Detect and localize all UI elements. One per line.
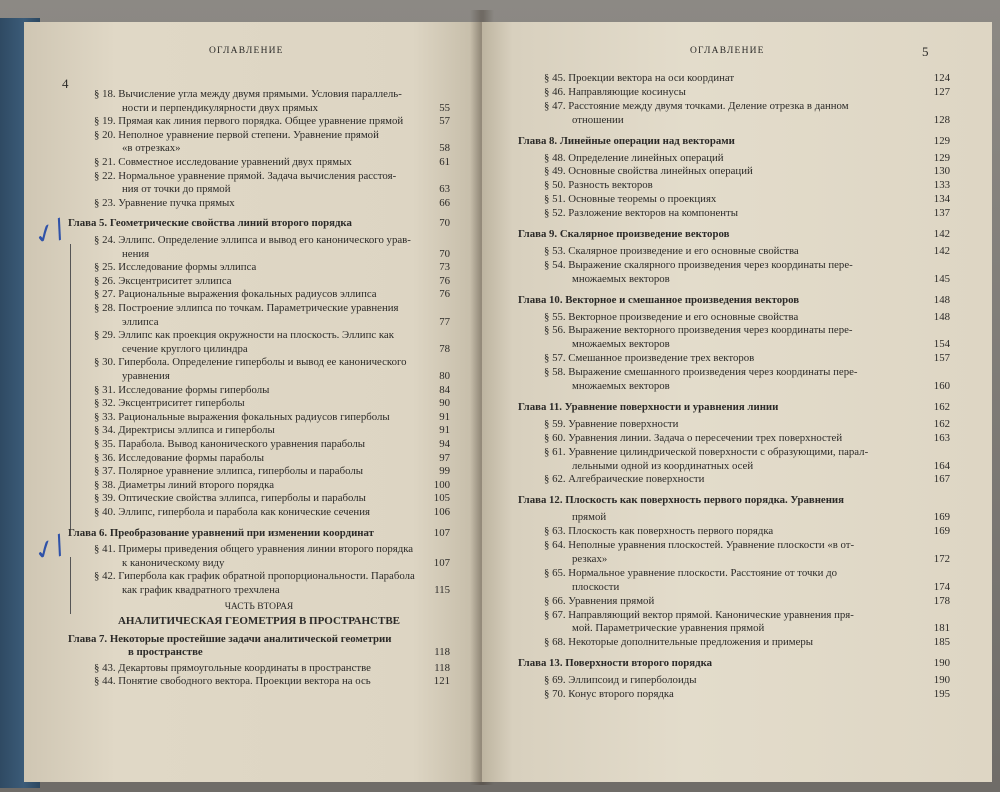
toc-chapter-row-cont	[128, 646, 450, 660]
toc-row	[122, 370, 450, 384]
toc-chapter-row	[68, 217, 450, 231]
toc-entry-page: 174	[933, 580, 950, 593]
toc-entry-title: § 58. Выражение смешанного произведения через координаты пере-	[544, 366, 858, 379]
toc-row	[544, 446, 950, 460]
left-toc	[24, 22, 482, 782]
toc-entry-title: «в отрезках»	[122, 142, 181, 155]
toc-entry-page: 57	[439, 115, 450, 128]
toc-entry-page: 84	[439, 383, 450, 396]
toc-entry-page: 129	[933, 134, 950, 147]
toc-row	[572, 114, 950, 128]
toc-entry-page: 127	[933, 85, 950, 98]
toc-entry-title: ния от точки до прямой	[122, 183, 231, 196]
toc-entry-title: § 68. Некоторые дополнительные предложения и примеры	[544, 636, 814, 649]
toc-entry-title: множаемых векторов	[572, 272, 670, 285]
toc-entry-page: 78	[439, 342, 450, 355]
toc-entry-title: § 64. Неполные уравнения плоскостей. Уравнение плоскости «в от-	[544, 539, 855, 551]
toc-entry-title: § 51. Основные теоремы о проекциях	[544, 193, 717, 206]
toc-entry-title: Глава 8. Линейные операции над векторами	[518, 134, 735, 147]
toc-entry-title: § 30. Гипербола. Определение гиперболы и вывод ее канонического	[94, 356, 407, 369]
toc-entry-title: § 53. Скалярное произведение и его основные свойства	[544, 244, 799, 257]
toc-entry-page: 106	[433, 506, 450, 518]
toc-entry-page: 172	[933, 552, 950, 565]
toc-entry-page: 128	[933, 113, 950, 126]
right-toc	[482, 22, 992, 782]
toc-entry-title: § 36. Исследование формы параболы	[94, 451, 264, 464]
toc-entry-title: § 69. Эллипсоид и гиперболоиды	[544, 674, 697, 687]
toc-entry-page: 178	[933, 594, 950, 607]
toc-entry-title: § 18. Вычисление угла между двумя прямыми. Условия параллель-	[94, 88, 402, 100]
toc-entry-page: 148	[933, 293, 950, 306]
toc-row	[94, 384, 450, 398]
toc-row	[94, 452, 450, 466]
toc-entry-page: 100	[433, 478, 450, 491]
part-title: АНАЛИТИЧЕСКАЯ ГЕОМЕТРИЯ В ПРОСТРАНСТВЕ	[117, 614, 400, 627]
left-page	[24, 22, 482, 782]
toc-row	[572, 553, 950, 567]
toc-entry-page: 134	[933, 193, 950, 206]
toc-chapter-row	[518, 657, 950, 671]
toc-entry-page: 195	[933, 688, 950, 700]
toc-entry-page: 91	[439, 424, 450, 437]
toc-row	[94, 156, 450, 170]
toc-entry-page: 190	[933, 657, 950, 670]
toc-row	[94, 88, 450, 102]
toc-entry-page: 154	[933, 338, 950, 351]
toc-entry-title: отношении	[572, 113, 624, 126]
toc-row	[544, 432, 950, 446]
right-page-header: ОГЛАВЛЕНИЕ	[690, 46, 765, 56]
toc-row	[572, 273, 950, 287]
toc-row	[572, 511, 950, 525]
toc-entry-page: 105	[433, 492, 450, 505]
toc-entry-title: § 44. Понятие свободного вектора. Проекции вектора на ось	[94, 675, 371, 688]
toc-entry-title: § 24. Эллипс. Определение эллипса и вывод его канонического урав-	[94, 234, 411, 246]
toc-entry-title: к каноническому виду	[122, 556, 225, 569]
part-label: ЧАСТЬ ВТОРАЯ	[224, 601, 294, 612]
toc-chapter-row	[518, 401, 950, 415]
toc-entry-title: лельными одной из координатных осей	[572, 459, 754, 472]
toc-row	[544, 259, 950, 273]
toc-row	[94, 329, 450, 343]
toc-entry-page: 90	[439, 397, 450, 410]
toc-entry-page: 157	[933, 352, 950, 365]
toc-row	[572, 581, 950, 595]
toc-entry-page: 129	[933, 151, 950, 164]
toc-row	[122, 248, 450, 262]
toc-entry-page: 164	[933, 459, 950, 472]
toc-entry-page: 142	[933, 244, 950, 257]
toc-entry-page: 162	[933, 417, 950, 430]
toc-entry-page: 142	[933, 228, 950, 240]
left-page-number: 4	[62, 76, 69, 91]
toc-entry-title: § 66. Уравнения прямой	[544, 594, 655, 607]
toc-entry-page: 130	[933, 165, 950, 178]
toc-entry-page: 58	[439, 142, 450, 155]
toc-entry-title: § 45. Проекции вектора на оси координат	[544, 72, 735, 84]
toc-entry-title: § 62. Алгебраические поверхности	[544, 473, 705, 486]
toc-row	[94, 170, 450, 184]
toc-chapter-row	[518, 228, 950, 242]
toc-entry-title: § 61. Уравнение цилиндрической поверхности с образующими, парал-	[544, 445, 869, 458]
toc-entry-page: 91	[439, 410, 450, 423]
toc-row	[572, 460, 950, 474]
toc-entry-title: уравнения	[122, 370, 170, 382]
toc-entry-title: Глава 6. Преобразование уравнений при изменении координат	[68, 526, 374, 539]
toc-entry-title: § 57. Смешанное произведение трех векторов	[544, 352, 755, 365]
toc-row	[544, 86, 950, 100]
toc-entry-title: § 49. Основные свойства линейных операций	[544, 165, 753, 178]
toc-row	[544, 72, 950, 86]
handwritten-check-mark: ✓/	[29, 529, 69, 569]
toc-entry-title: нения	[122, 247, 150, 260]
toc-row	[544, 193, 950, 207]
toc-entry-title: § 46. Направляющие косинусы	[544, 85, 686, 98]
toc-row	[544, 525, 950, 539]
toc-row	[544, 152, 950, 166]
toc-entry-title: плоскости	[572, 580, 620, 593]
toc-entry-title: § 21. Совместное исследование уравнений двух прямых	[94, 156, 352, 168]
toc-row	[544, 595, 950, 609]
toc-entry-page: 97	[439, 451, 450, 464]
toc-entry-page: 190	[933, 674, 950, 687]
toc-row	[122, 343, 450, 357]
toc-entry-title: § 28. Построение эллипса по точкам. Параметрические уравнения	[94, 302, 399, 314]
toc-entry-title: § 22. Нормальное уравнение прямой. Задача вычисления расстоя-	[94, 169, 397, 182]
toc-entry-title: § 60. Уравнения линии. Задача о пересечении трех поверхностей	[544, 431, 843, 444]
toc-entry-page: 73	[439, 261, 450, 274]
toc-entry-page: 107	[433, 526, 450, 539]
toc-row	[544, 165, 950, 179]
toc-entry-page: 77	[439, 315, 450, 328]
toc-entry-title: § 55. Векторное произведение и его основные свойства	[544, 310, 799, 323]
toc-chapter-row	[68, 527, 450, 541]
handwritten-check-mark: ✓/	[29, 213, 69, 253]
toc-row	[544, 688, 950, 702]
toc-entry-page: 160	[933, 380, 950, 392]
toc-row	[94, 465, 450, 479]
toc-row	[122, 142, 450, 156]
toc-entry-title: § 41. Примеры приведения общего уравнения линии второго порядка	[94, 543, 414, 556]
toc-entry-title: § 27. Рациональные выражения фокальных радиусов эллипса	[94, 288, 377, 301]
toc-row	[544, 245, 950, 259]
toc-row	[544, 207, 950, 221]
toc-row	[94, 543, 450, 557]
toc-chapter-row	[68, 633, 450, 647]
toc-entry-page: 70	[439, 217, 450, 230]
toc-entry-page: 61	[439, 156, 450, 168]
toc-entry-title: § 43. Декартовы прямоугольные координаты в пространстве	[94, 661, 371, 674]
toc-row	[94, 115, 450, 129]
toc-entry-page: 70	[439, 247, 450, 260]
toc-entry-page: 118	[434, 646, 450, 659]
toc-row	[572, 380, 950, 394]
toc-entry-title: § 29. Эллипс как проекция окружности на плоскость. Эллипс как	[94, 329, 394, 342]
toc-entry-page: 163	[933, 431, 950, 444]
toc-row	[94, 288, 450, 302]
toc-row	[122, 102, 450, 116]
toc-row	[94, 275, 450, 289]
toc-row	[544, 473, 950, 487]
toc-entry-page: 162	[933, 400, 950, 413]
toc-entry-page: 169	[933, 525, 950, 538]
toc-entry-title: в пространстве	[128, 646, 203, 659]
toc-row	[572, 622, 950, 636]
toc-row	[544, 100, 950, 114]
toc-entry-title: § 70. Конус второго порядка	[544, 688, 674, 700]
toc-row	[572, 338, 950, 352]
toc-entry-title: § 20. Неполное уравнение первой степени. Уравнение прямой	[94, 128, 379, 141]
toc-entry-page: 55	[439, 101, 450, 114]
toc-row	[94, 197, 450, 211]
toc-entry-page: 169	[933, 511, 950, 524]
toc-row	[94, 675, 450, 689]
toc-entry-title: § 37. Полярное уравнение эллипса, гиперболы и параболы	[94, 465, 363, 478]
toc-entry-title: Глава 11. Уравнение поверхности и уравнения линии	[518, 400, 779, 413]
toc-entry-title: резках»	[572, 552, 608, 565]
toc-entry-page: 181	[933, 622, 950, 635]
toc-entry-title: § 19. Прямая как линия первого порядка. Общее уравнение прямой	[94, 115, 404, 128]
toc-row	[544, 324, 950, 338]
toc-entry-page: 99	[439, 465, 450, 478]
toc-entry-title: § 42. Гипербола как график обратной пропорциональности. Парабола	[94, 570, 415, 583]
toc-entry-page: 66	[439, 196, 450, 209]
toc-entry-title: § 35. Парабола. Вывод канонического уравнения параболы	[94, 438, 366, 450]
toc-entry-title: мой. Параметрические уравнения прямой	[572, 622, 765, 635]
toc-row	[94, 261, 450, 275]
right-page-number: 5	[922, 44, 929, 59]
toc-entry-title: § 26. Эксцентриситет эллипса	[94, 274, 232, 287]
toc-entry-title: множаемых векторов	[572, 338, 670, 351]
toc-entry-title: § 52. Разложение векторов на компоненты	[544, 207, 739, 220]
toc-entry-title: как график квадратного трехчлена	[122, 584, 280, 596]
toc-entry-page: 76	[439, 288, 450, 301]
toc-entry-title: § 33. Рациональные выражения фокальных радиусов гиперболы	[94, 410, 390, 423]
toc-entry-title: § 31. Исследование формы гиперболы	[94, 383, 270, 396]
toc-entry-title: множаемых векторов	[572, 380, 670, 392]
toc-row	[94, 492, 450, 506]
toc-row	[544, 609, 950, 623]
toc-row	[544, 311, 950, 325]
toc-entry-page: 63	[439, 183, 450, 196]
toc-entry-title: § 59. Уравнение поверхности	[544, 417, 679, 430]
toc-entry-page: 145	[933, 272, 950, 285]
toc-entry-title: § 40. Эллипс, гипербола и парабола как конические сечения	[94, 506, 370, 518]
toc-entry-title: § 47. Расстояние между двумя точками. Деление отрезка в данном	[544, 99, 849, 112]
toc-entry-title: Глава 7. Некоторые простейшие задачи аналитической геометрии	[68, 632, 392, 645]
toc-entry-title: § 38. Диаметры линий второго порядка	[94, 478, 275, 491]
toc-entry-title: § 39. Оптические свойства эллипса, гиперболы и параболы	[94, 492, 366, 505]
toc-row	[544, 674, 950, 688]
toc-entry-title: сечение круглого цилиндра	[122, 342, 248, 355]
toc-entry-title: § 65. Нормальное уравнение плоскости. Расстояние от точки до	[544, 566, 838, 579]
toc-entry-page: 94	[439, 438, 450, 450]
toc-row	[94, 438, 450, 452]
toc-entry-page: 80	[439, 370, 450, 382]
toc-entry-page: 124	[933, 72, 950, 84]
toc-row	[544, 418, 950, 432]
toc-row	[544, 567, 950, 581]
toc-row	[94, 397, 450, 411]
toc-chapter-row	[518, 135, 950, 149]
toc-entry-title: § 48. Определение линейных операций	[544, 151, 724, 164]
toc-row	[94, 570, 450, 584]
toc-entry-page: 133	[933, 179, 950, 192]
toc-entry-title: Глава 10. Векторное и смешанное произведения векторов	[518, 293, 800, 306]
margin-line	[70, 557, 71, 614]
toc-chapter-row	[518, 494, 950, 508]
toc-row	[94, 234, 450, 248]
toc-entry-title: § 34. Директрисы эллипса и гиперболы	[94, 424, 275, 437]
toc-row	[122, 183, 450, 197]
toc-row	[544, 636, 950, 650]
toc-row	[94, 129, 450, 143]
toc-row	[544, 179, 950, 193]
toc-entry-page: 148	[933, 310, 950, 323]
toc-row	[122, 584, 450, 598]
toc-entry-title: § 23. Уравнение пучка прямых	[94, 196, 235, 209]
toc-entry-title: ности и перпендикулярности двух прямых	[122, 101, 319, 114]
toc-entry-title: § 25. Исследование формы эллипса	[94, 261, 257, 274]
toc-entry-page: 121	[433, 675, 450, 688]
toc-entry-title: § 32. Эксцентриситет гиперболы	[94, 397, 245, 410]
toc-entry-title: Глава 12. Плоскость как поверхность первого порядка. Уравнения	[518, 494, 844, 507]
toc-entry-title: эллипса	[122, 315, 159, 328]
toc-entry-page: 107	[433, 556, 450, 569]
toc-row	[94, 424, 450, 438]
toc-entry-title: § 67. Направляющий вектор прямой. Канонические уравнения пря-	[544, 608, 854, 621]
toc-entry-title: Глава 13. Поверхности второго порядка	[518, 657, 713, 670]
margin-line	[70, 244, 71, 529]
left-page-header: ОГЛАВЛЕНИЕ	[209, 46, 284, 56]
toc-row	[122, 316, 450, 330]
toc-row	[94, 662, 450, 676]
toc-entry-page: 185	[933, 636, 950, 649]
toc-row	[94, 411, 450, 425]
toc-row	[544, 366, 950, 380]
toc-row	[94, 479, 450, 493]
right-page	[482, 22, 992, 782]
toc-row	[544, 352, 950, 366]
toc-row	[544, 539, 950, 553]
toc-entry-page: 76	[439, 274, 450, 287]
toc-entry-title: § 50. Разность векторов	[544, 179, 653, 192]
toc-row	[122, 557, 450, 571]
toc-entry-title: § 63. Плоскость как поверхность первого порядка	[544, 525, 774, 538]
toc-entry-page: 115	[434, 584, 450, 596]
toc-entry-page: 137	[933, 207, 950, 220]
toc-entry-page: 118	[434, 661, 450, 674]
toc-row	[94, 506, 450, 520]
toc-chapter-row	[518, 294, 950, 308]
toc-entry-page: 167	[933, 473, 950, 486]
toc-entry-title: § 54. Выражение скалярного произведения через координаты пере-	[544, 258, 853, 271]
toc-entry-title: § 56. Выражение векторного произведения через координаты пере-	[544, 324, 853, 337]
toc-entry-title: Глава 9. Скалярное произведение векторов	[518, 228, 730, 240]
toc-entry-title: Глава 5. Геометрические свойства линий второго порядка	[68, 217, 352, 230]
toc-entry-title: прямой	[572, 511, 607, 524]
toc-row	[94, 302, 450, 316]
toc-row	[94, 356, 450, 370]
